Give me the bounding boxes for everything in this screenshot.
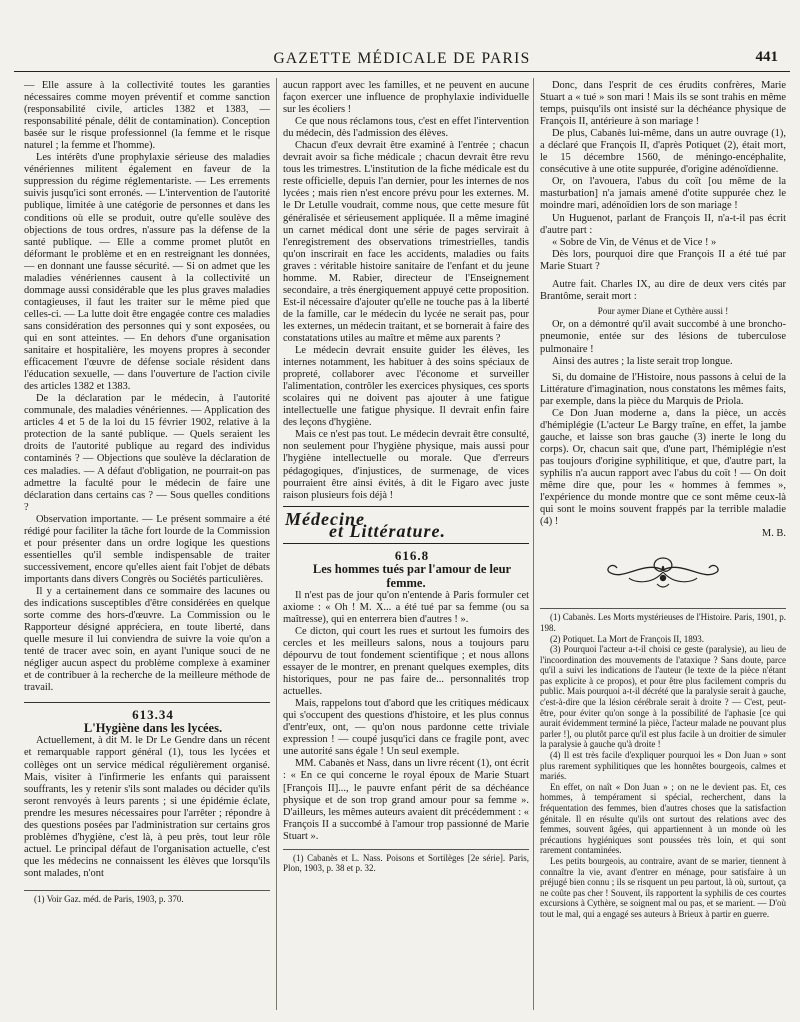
rubric-line: et Littérature.	[329, 520, 446, 541]
column-rule	[276, 78, 277, 1010]
paragraph: Dès lors, pourquoi dire que François II a été tué par Marie Stuart ?	[540, 248, 786, 272]
footnotes	[283, 849, 529, 874]
paragraph: De la déclaration par le médecin, à l'autorité communale, des maladies vénériennes. — Application des articles 4 et 5 de la loi du 15 février 1902, relative à la protection de la santé publique. — Quels seraient les droits de l'autorité publique au regard des individus contaminés ? — Objections que soulève la déclaration de ces maladies. — A défaut d'obligation, ne pourrait-on pas admettre la faculté pour le médecin de faire une déclaration dans certains cas ? — Sous quelles conditions ?	[24, 393, 270, 513]
section-title: Les hommes tués par l'amour de leur femme.	[312, 561, 512, 590]
paragraph: Mais ce n'est pas tout. Le médecin devrait être consulté, non seulement pour l'hygiène physique, mais aussi pour l'hygiène intellectuelle ou morale. Que d'erreurs pédagogiques, d'injustices, de surmenage, de vices pourraient être ainsi évités, à dit le Figaro avec juste raison plusieurs fois déjà !	[283, 429, 529, 501]
paragraph: Ce que nous réclamons tous, c'est en effet l'intervention du médecin, dès l'admission des élèves.	[283, 116, 529, 140]
journal-title: GAZETTE MÉDICALE DE PARIS	[273, 50, 531, 67]
column-middle	[283, 80, 529, 1010]
paragraph: — Elle assure à la collectivité toutes les garanties nécessaires comme moyen préventif et comme sanction (responsabilité civile, articles 1382 et 1383, — responsabilité pénale, délit de contamination). Conception basée sur le risque professionnel (la femme et le risque naturel ; la femme et l'homme).	[24, 80, 270, 152]
paragraph: Ce dicton, qui court les rues et surtout les fumoirs des cercles et les meilleurs salons, nous a toujours paru dépourvu de tout fondement scientifique ; et nous allons essayer de le montrer, en prenant quelques exemples, dits historiques, pour ne pas faire de... personnalités trop actuelles.	[283, 625, 529, 698]
paragraph: Ainsi des autres ; la liste serait trop longue.	[552, 355, 733, 367]
footnote: En effet, on naît « Don Juan » ; on ne le devient pas. Et, ces hommes, à tempérament si spécial, recherchent, dans la fréquentation des femmes, bien d'autres choses que la satisfaction génitale. Il en résulte qu'ils ont surtout des relations avec des femmes, souvent âgées, qui appartiennent à un monde où les précautions hygiéniques sont poussées très loin, et qui sont rarement contaminées.	[540, 781, 786, 856]
paragraph: Actuellement, à dit M. le Dr Le Gendre dans un récent et remarquable rapport général (1), tous les lycées et collèges ont un service médical régulièrement organisé. Mais, visiter à l'infirmerie les enfants qui paraissent souffrants, les y retenir s'ils sont malades ou décider qu'ils seront renvoyés à leurs parents ; si une épidémie éclate, prendre les mesures nécessaires pour l'arrêter ; répondre à des questions posées par l'administration sur certains gros problèmes d'hygiène, c'est là, à peu près, tout leur rôle actuel. Le principal défaut de l'organisation actuelle, c'est que les médecins ne connaissent les élèves que lorsqu'ils sont malades, n'ont	[24, 735, 270, 879]
paragraph: Donc, dans l'esprit de ces érudits confrères, Marie Stuart a « tué » son mari ! Mais ils se sont trahis en même temps, puisqu'ils ont insisté sur la déchéance physique de François II, antérieure à son mariage !	[540, 80, 786, 128]
rubric-line: Médecine	[285, 508, 365, 529]
paragraph: Or, on a démontré qu'il avait succombé à une broncho-pneumonie, entée sur des lésions de tuberculose pulmonaire !	[540, 319, 786, 355]
footnotes	[24, 890, 270, 905]
paragraph: Autre fait. Charles IX, au dire de deux vers cités par Brantôme, serait mort :	[540, 278, 786, 302]
signature: M. B.	[761, 528, 786, 540]
footnote: Les petits bourgeois, au contraire, avant de se marier, tiennent à connaître la vie, avant d'entrer en ménage, pour satisfaire à un préjugé bien connu ; ils se risquent un peu partout, là où, surtout, ça ne coûte pas cher ! Souvent, ils rapportent la syphilis de ces courtes excursions à Cythère, se soignent mal ou pas, et se marient. — D'où tout le mal, qui a engagé ses auteurs à Brieux à partir en guerre.	[540, 855, 786, 919]
quotation: « Sobre de Vin, de Vénus et de Vice ! »	[552, 236, 717, 248]
paragraph: Chacun d'eux devrait être examiné à l'entrée ; chacun devrait avoir sa fiche médicale ; chacun devrait être revu tous les trimestres. L'institution de la fiche médicale est du reste officielle, depuis l'an dernier, pour les internes de nos lycées ; mais rien n'est encore prévu pour les externes. M. le Dr Letulle voudrait, comme nous, que cette mesure fût généralisée et sérieusement appliquée. Il a même imaginé un carnet médical dont une série de pages servirait à l'enregistrement des observations trimestrielles, tandis qu'on inscrirait en face les accidents, maladies ou faits graves : véritable histoire sanitaire de l'enfant et du jeune homme. M. Rabier, directeur de l'Enseignement secondaire, a très énergiquement appuyé cette proposition. Est-il nécessaire d'ajouter qu'elle ne touche pas à la liberté de la famille, car le médecin du lycée ne serait pas, pour les externes, un médecin traitant, et se bornerait à faire des constatations utiles au maître et même aux parents ?	[283, 140, 529, 344]
paragraph: Mais, rappelons tout d'abord que les critiques médicaux qui s'occupent des questions d'histoire, et les plus connus d'entr'eux, ont, — qu'on nous pardonne cette triviale expression ! — coupé jusqu'ici dans ce fragile pont, avec une autorité sans égale ! Un seul exemple.	[283, 698, 529, 758]
paragraph: Le médecin devrait ensuite guider les élèves, les internes notamment, les habituer à des soins spéciaux de propreté, collaborer avec l'économe et surveiller l'alimentation, contrôler les exercices physiques, ces sports scolaires qui ne doivent pas ajouter à une fatigue intellectuelle une fatigue physique. Il devrait enfin faire des leçons d'hygiène.	[283, 345, 529, 429]
page-number: 441	[755, 49, 778, 65]
verse-quotation: Pour aymer Diane et Cythère aussi !	[597, 305, 729, 316]
paragraph: aucun rapport avec les familles, et ne peuvent en aucune façon exercer une influence de prophylaxie individuelle sur les écoliers !	[283, 80, 529, 116]
paragraph: Observation importante. — Le présent sommaire a été rédigé pour faciliter la tâche fort lourde de la Commission et pour présenter dans un ordre logique les questions essentielles qu'il semble indispensable de traiter successivement, encore qu'elles aient fait l'objet de débats importants dans divers Congrès ou Sociétés particulières.	[24, 513, 270, 585]
footnote: (1) Voir Gaz. méd. de Paris, 1903, p. 370.	[34, 894, 184, 904]
section-number: 616.8	[394, 547, 430, 563]
footnote: (2) Potiquet. La Mort de François II, 1893.	[550, 633, 704, 644]
paragraph: Les intérêts d'une prophylaxie sérieuse des maladies vénériennes militent également en faveur de la suppression du régime réglementariste. — Les errements suivis jusqu'ici sont erronés. — L'intervention de l'autorité publique, limitée à une catégorie de personnes et dans les conditions où elle se produit, outre qu'elle soulève des objections de tous ordres, n'assure pas la défense de la santé publique. — Elle a comme promet plutôt en déformant le problème et en en restreignant les données, — en donnant une fausse sécurité. — Si on admet que les maladies vénériennes causent à la collectivité un dommage aussi considérable que les plus graves maladies contagieuses, il faut les traiter sur le même pied que celles-ci. — La lutte doit être engagée contre ces maladies sans considération des personnes qui y sont exposées, ou qui en sont atteintes. — En dehors d'une organisation sanitaire et hospitalière, les moyens propres à seconder efficacement l'œuvre de défense sociale résident dans l'éducation sexuelle, — dans l'ouverture de l'action civile des articles 1382 et 1383.	[24, 152, 270, 393]
column-left	[24, 80, 270, 1010]
page-header	[14, 49, 790, 72]
paragraph: Un Huguenot, parlant de François II, n'a-t-il pas écrit d'autre part :	[540, 212, 786, 236]
rubric-heading	[283, 506, 529, 544]
paragraph: Il n'est pas de jour qu'on n'entende à Paris formuler cet axiome : « Oh ! M. X... a été tué par sa femme (ou sa maîtresse), qui en enterrera bien d'autres ! ».	[283, 589, 529, 625]
footnote-rule	[540, 608, 786, 609]
column-right	[540, 80, 786, 1010]
ornament-icon	[540, 552, 786, 596]
footnotes	[540, 608, 786, 919]
section-divider	[24, 702, 270, 703]
footnote-rule	[283, 849, 529, 850]
paragraph: Il y a certainement dans ce sommaire des lacunes ou des indications susceptibles d'être considérées en quelque sorte comme des hors-d'œuvre. La Commission ou le Rapporteur désigné appréciera, en toute liberté, dans quelle mesure il lui conviendra de suivre la voie qu'on a tenté de tracer avec soin, en ayant l'unique souci de ne négliger aucun aspect du problème complexe à examiner et de contribuer à la recherche de la meilleure méthode de travail.	[24, 585, 270, 694]
footnote: (3) Pourquoi l'acteur a-t-il choisi ce geste (paralysie), au lieu de l'incoordination des mouvements de l'ataxique ? Sans doute, parce qu'il a suivi les indications de l'auteur (le texte de la pièce n'étant pas explicite à ce propos), et pour être plus facilement compris du public. Mais pourquoi a-t-il décrété que la paralysie serait à gauche, c'est-à-dire que la lésion cérébrale serait à droite ? — C'est, peut-être, pour éviter qu'on songe à la possibilité de l'aphasie [ce qui aurait évidemment terminé la pièce, l'acteur malade ne pouvant plus parler !], ou plutôt parce qu'il est plus facile à un droitier de simuler la paralysie à gauche qu'à droite !	[540, 644, 786, 750]
footnote: (1) Cabanès et L. Nass. Poisons et Sortilèges [2e série]. Paris, Plon, 1903, p. 38 et p. 32.	[283, 852, 529, 874]
paragraph: Ce Don Juan moderne a, dans la pièce, un accès d'hémiplégie (L'acteur Le Bargy traîne, en effet, la jambe gauche, et laisse son bras gauche (3) inerte le long du corps). Or, chacun sait que, d'une part, l'hémiplégie n'est pas toujours d'origine syphilitique, et que, d'autre part, la syphilis n'a aucun rapport avec l'abus du coït ! — On doit même dire que, pour les « hommes à femmes », l'expérience du monde montre que ce sont même ceux-là qui sont le moins souvent frappés par la terrible maladie (4) !	[540, 407, 786, 528]
column-rule	[533, 78, 534, 1010]
paragraph: De plus, Cabanès lui-même, dans un autre ouvrage (1), a déclaré que François II, d'après Potiquet (2), était mort, le 15 décembre 1560, de méningo-encéphalite, consécutive à une otite suppurée, d'origine adénoïdienne.	[540, 128, 786, 176]
paragraph: Si, du domaine de l'Histoire, nous passons à celui de la Littérature d'imagination, nous constatons les mêmes faits, par exemple, dans la pièce du Marquis de Priola.	[540, 371, 786, 407]
paragraph: MM. Cabanès et Nass, dans un livre récent (1), ont écrit : « En ce qui concerne le royal époux de Marie Stuart [François II]..., le pauvre enfant périt de sa déchéance physique et de son trop grand amour pour sa femme ». D'ailleurs, les mêmes auteurs avaient dit précédemment : « François II a succombé à l'amour trop passionné de Marie Stuart ».	[283, 758, 529, 842]
footnote: (1) Cabanès. Les Morts mystérieuses de l'Histoire. Paris, 1901, p. 198.	[540, 612, 786, 633]
footnote-rule	[24, 890, 270, 891]
footnote: (4) Il est très facile d'expliquer pourquoi les « Don Juan » sont plus rarement syphilitiques que les honnêtes bourgeois, calmes et mariés.	[540, 750, 786, 782]
paragraph: Or, on l'avouera, l'abus du coït [ou même de la masturbation] n'a jamais amené d'otite suppurée chez le moindre mari, adénoïdien lors de son mariage !	[540, 176, 786, 212]
section-number: 613.34	[132, 707, 174, 723]
section-title: L'Hygiène dans les lycées.	[83, 721, 223, 736]
